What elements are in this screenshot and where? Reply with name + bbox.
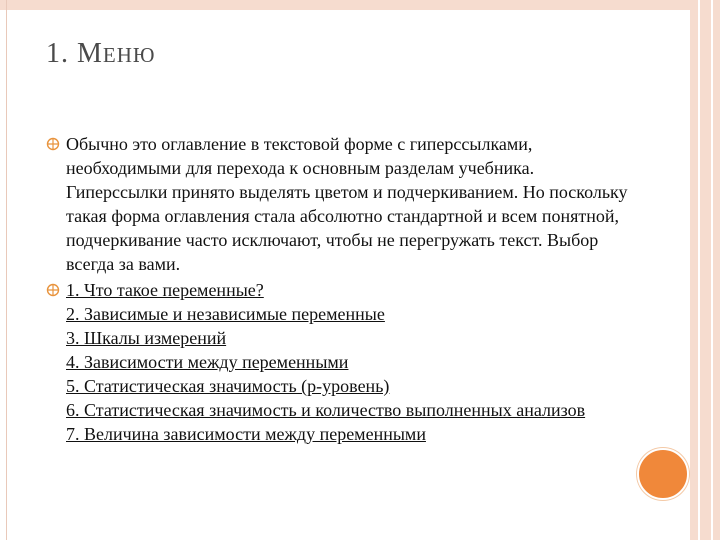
top-frame-bar — [0, 0, 690, 10]
toc-link-6[interactable]: 6. Статистическая значимость и количество выполненных анализов — [66, 400, 586, 420]
title-rest: ЕНЮ — [102, 43, 156, 67]
bullet-icon — [46, 137, 60, 151]
toc-link-7[interactable]: 7. Величина зависимости между переменными — [66, 424, 426, 444]
toc-link-3[interactable]: 3. Шкалы измерений — [66, 328, 227, 348]
frame-stripe — [711, 0, 713, 540]
slide-title — [46, 38, 155, 70]
left-frame-line — [6, 0, 7, 540]
paragraph-item — [46, 132, 636, 276]
decorative-circle — [637, 448, 689, 500]
right-frame-border — [690, 0, 720, 540]
toc-link-5[interactable]: 5. Статистическая значимость (p-уровень) — [66, 376, 390, 396]
paragraph-text: Обычно это оглавление в текстовой форме с гиперссылками, необходимыми для перехода к основным разделам учебника. Гиперссылки принято выделять цветом и подчеркиванием. Но поскольку такая форма оглавления стала абсолютно стандартной и всем понятной, подчеркивание часто исключают, чтобы не перегружать текст. Выбор всегда за вами. — [66, 134, 628, 274]
toc-link-4[interactable]: 4. Зависимости между переменными — [66, 352, 349, 372]
links-item — [46, 278, 636, 446]
frame-stripe — [698, 0, 700, 540]
toc-link-1[interactable]: 1. Что такое переменные? — [66, 280, 264, 300]
bullet-icon — [46, 283, 60, 297]
slide-content — [46, 132, 636, 448]
toc-link-2[interactable]: 2. Зависимые и независимые переменные — [66, 304, 385, 324]
title-first: 1. М — [46, 38, 103, 69]
